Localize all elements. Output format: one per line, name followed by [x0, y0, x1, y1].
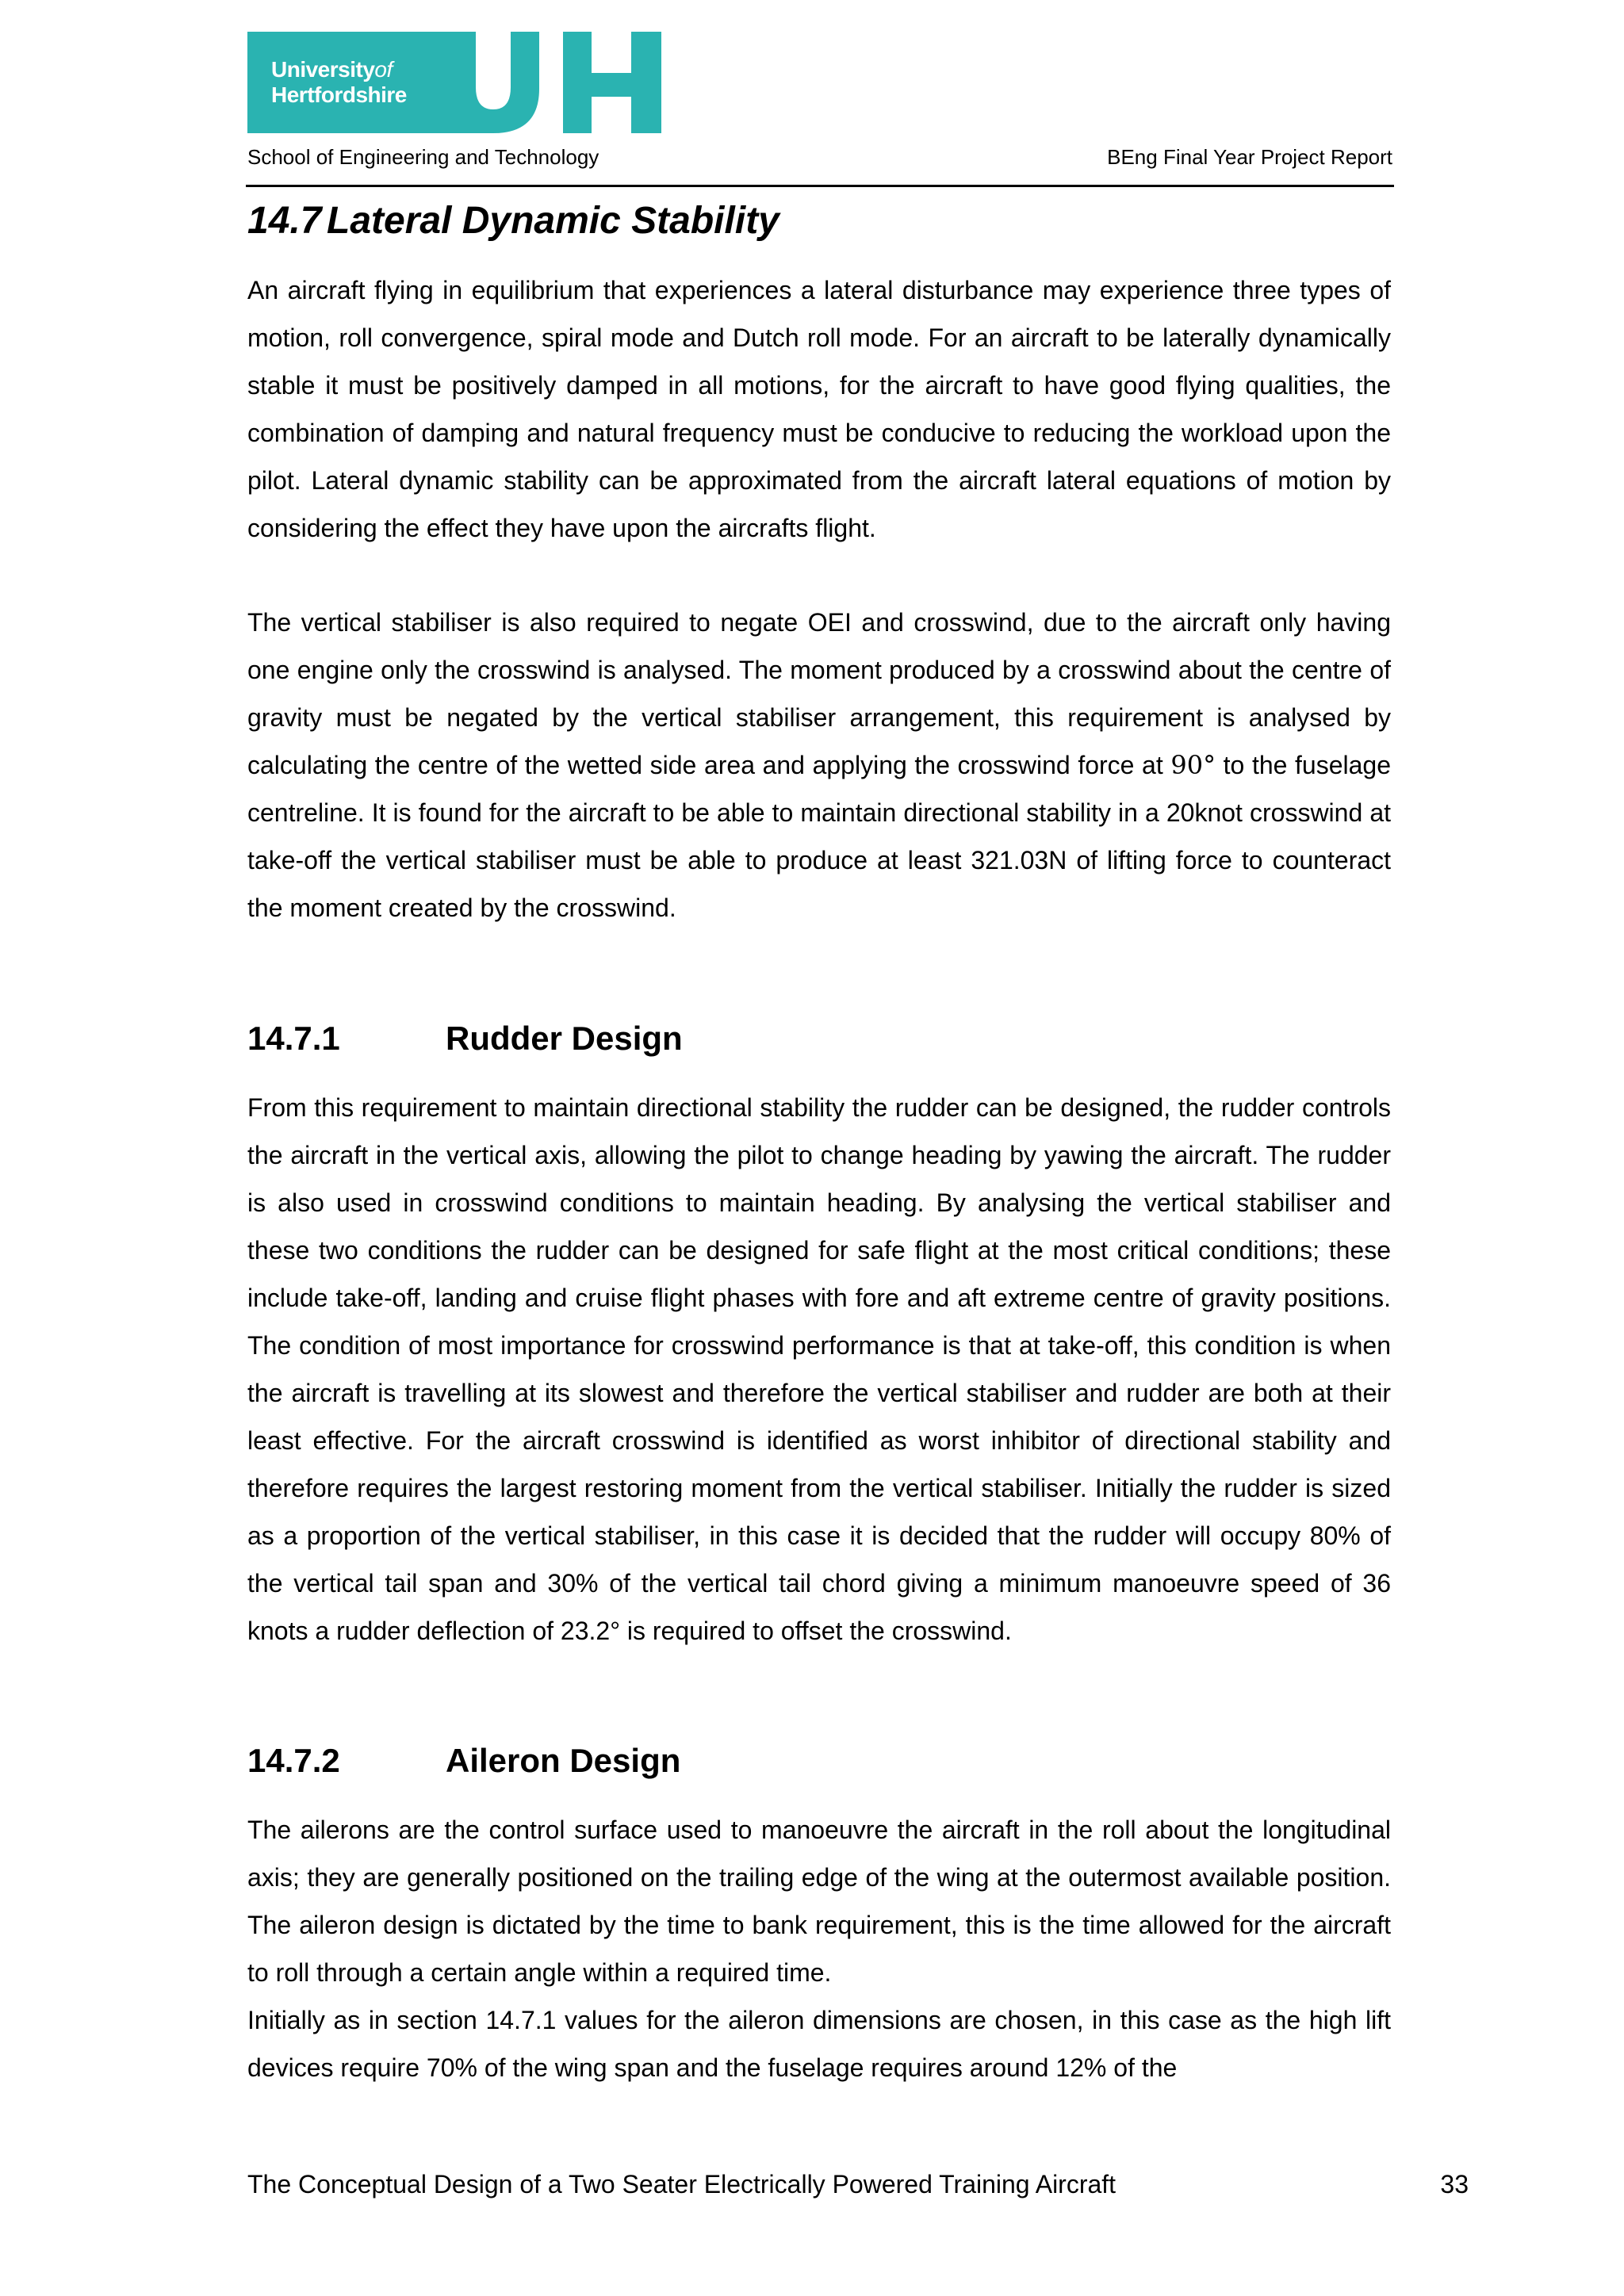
- header-school: School of Engineering and Technology: [247, 145, 599, 169]
- logo-wordmark: [271, 57, 407, 108]
- section-heading: [247, 193, 779, 249]
- header-divider: [246, 185, 1394, 187]
- subsection-title: Rudder Design: [446, 1020, 683, 1057]
- university-logo: [247, 32, 661, 133]
- logo-wordmark-box: [247, 32, 452, 133]
- paragraph-crosswind: [247, 599, 1391, 932]
- subsection-title: Aileron Design: [446, 1742, 681, 1779]
- paragraph-crosswind-part1: The vertical stabiliser is also required to negate OEI and crosswind, due to the aircraft only having one engine only the crosswind is analysed. The moment produced by a crosswind about the centre of gravity must be negated by the vertical stabiliser arrangement, this requirement is analysed by calculating the centre of the wetted side area and applying the crosswind force at: [247, 608, 1391, 779]
- paragraph-lateral-intro: An aircraft flying in equilibrium that experiences a lateral disturbance may experience three types of motion, roll convergence, spiral mode and Dutch roll mode. For an aircraft to be laterally dynamically stable it must be positively damped in all motions, for the aircraft to have good flying qualities, the combination of damping and natural frequency must be conducive to reducing the workload upon the pilot. Lateral dynamic stability can be approximated from the aircraft lateral equations of motion by considering the effect they have upon the aircrafts flight.: [247, 276, 1391, 542]
- logo-line-university: University: [271, 57, 375, 82]
- paragraph-crosswind-part2: to the fuselage centreline. It is found for the aircraft to be able to maintain directional stability in a 20knot crosswind at take-off the vertical stabiliser must be able to produce at least 321.03N of lifting force to counteract the moment created by the crosswind.: [247, 751, 1392, 922]
- logo-letter-h-left: [563, 32, 592, 133]
- uh-logo-mark: [452, 32, 661, 133]
- subsection-number: 14.7.1: [247, 1020, 340, 1057]
- header-report-type: BEng Final Year Project Report: [1107, 145, 1392, 169]
- section-number: 14.7: [247, 200, 322, 242]
- angle-value: 90°: [1170, 750, 1216, 780]
- footer-document-title: The Conceptual Design of a Two Seater Electrically Powered Training Aircraft: [247, 2170, 1116, 2198]
- paragraph-aileron-intro: The ailerons are the control surface used to manoeuvre the aircraft in the roll about the longitudinal axis; they are generally positioned on the trailing edge of the wing at the outermost available position. The aileron design is dictated by the time to bank requirement, this is the time allowed for the aircraft to roll through a certain angle within a required time.: [247, 1816, 1391, 1987]
- section-title: Lateral Dynamic Stability: [327, 200, 779, 242]
- paragraph-rudder-design: From this requirement to maintain directional stability the rudder can be designed, the rudder controls the aircraft in the vertical axis, allowing the pilot to change heading by yawing the aircraft. The rudder is also used in crosswind conditions to maintain heading. By analysing the vertical stabiliser and these two conditions the rudder can be designed for safe flight at the most critical conditions; these include take-off, landing and cruise flight phases with fore and aft extreme centre of gravity positions. The condition of most importance for crosswind performance is that at take-off, this condition is when the aircraft is travelling at its slowest and therefore the vertical stabiliser and rudder are both at their least effective. For the aircraft crosswind is identified as worst inhibitor of directional stability and therefore requires the largest restoring moment from the vertical stabiliser. Initially the rudder is sized as a proportion of the vertical stabiliser, in this case it is decided that the rudder will occupy 80% of the vertical tail span and 30% of the vertical tail chord giving a minimum manoeuvre speed of 36 knots a rudder deflection of 23.2° is required to offset the crosswind.: [247, 1093, 1391, 1645]
- logo-letter-h-bar: [592, 73, 631, 97]
- logo-letter-h-right: [631, 32, 661, 133]
- subsection-heading-rudder: [247, 1015, 683, 1062]
- subsection-number: 14.7.2: [247, 1742, 340, 1779]
- page-number: 33: [1440, 2170, 1469, 2198]
- logo-letter-u: [452, 32, 539, 133]
- logo-line-of: of: [374, 57, 393, 82]
- logo-line-hertfordshire: Hertfordshire: [271, 82, 407, 107]
- subsection-heading-aileron: [247, 1737, 680, 1785]
- paragraph-aileron-dimensions: Initially as in section 14.7.1 values for the aileron dimensions are chosen, in this case as the high lift devices require 70% of the wing span and the fuselage requires around 12% of the: [247, 2006, 1391, 2082]
